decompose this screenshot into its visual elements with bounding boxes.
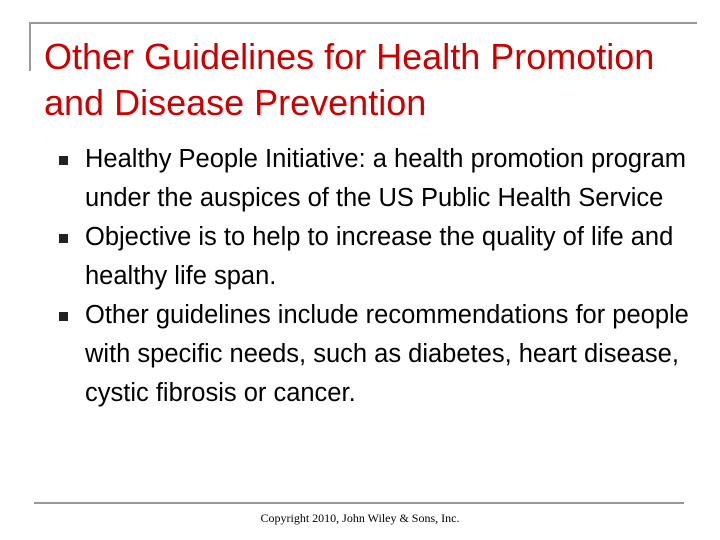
square-bullet-icon	[59, 156, 68, 165]
square-bullet-icon	[59, 234, 68, 243]
title-left-rule	[29, 22, 31, 71]
title-top-rule	[29, 22, 697, 24]
copyright-footer: Copyright 2010, John Wiley & Sons, Inc.	[260, 511, 460, 525]
square-bullet-icon	[59, 312, 68, 321]
footer-rule	[34, 502, 684, 504]
bullet-text: Objective is to help to increase the quality of life and healthy life span.	[85, 223, 674, 290]
bullet-item	[58, 218, 698, 296]
bullet-list	[58, 140, 698, 413]
bullet-item	[58, 140, 698, 218]
bullet-text: Other guidelines include recommendations for people with specific needs, such as diabetes, heart disease, cystic fibrosis or cancer.	[85, 301, 689, 407]
bullet-item	[58, 296, 698, 413]
bullet-text: Healthy People Initiative: a health promotion program under the auspices of the US Public Health Service	[85, 145, 687, 212]
slide-title: Other Guidelines for Health Promotion and Disease Prevention	[44, 36, 655, 123]
